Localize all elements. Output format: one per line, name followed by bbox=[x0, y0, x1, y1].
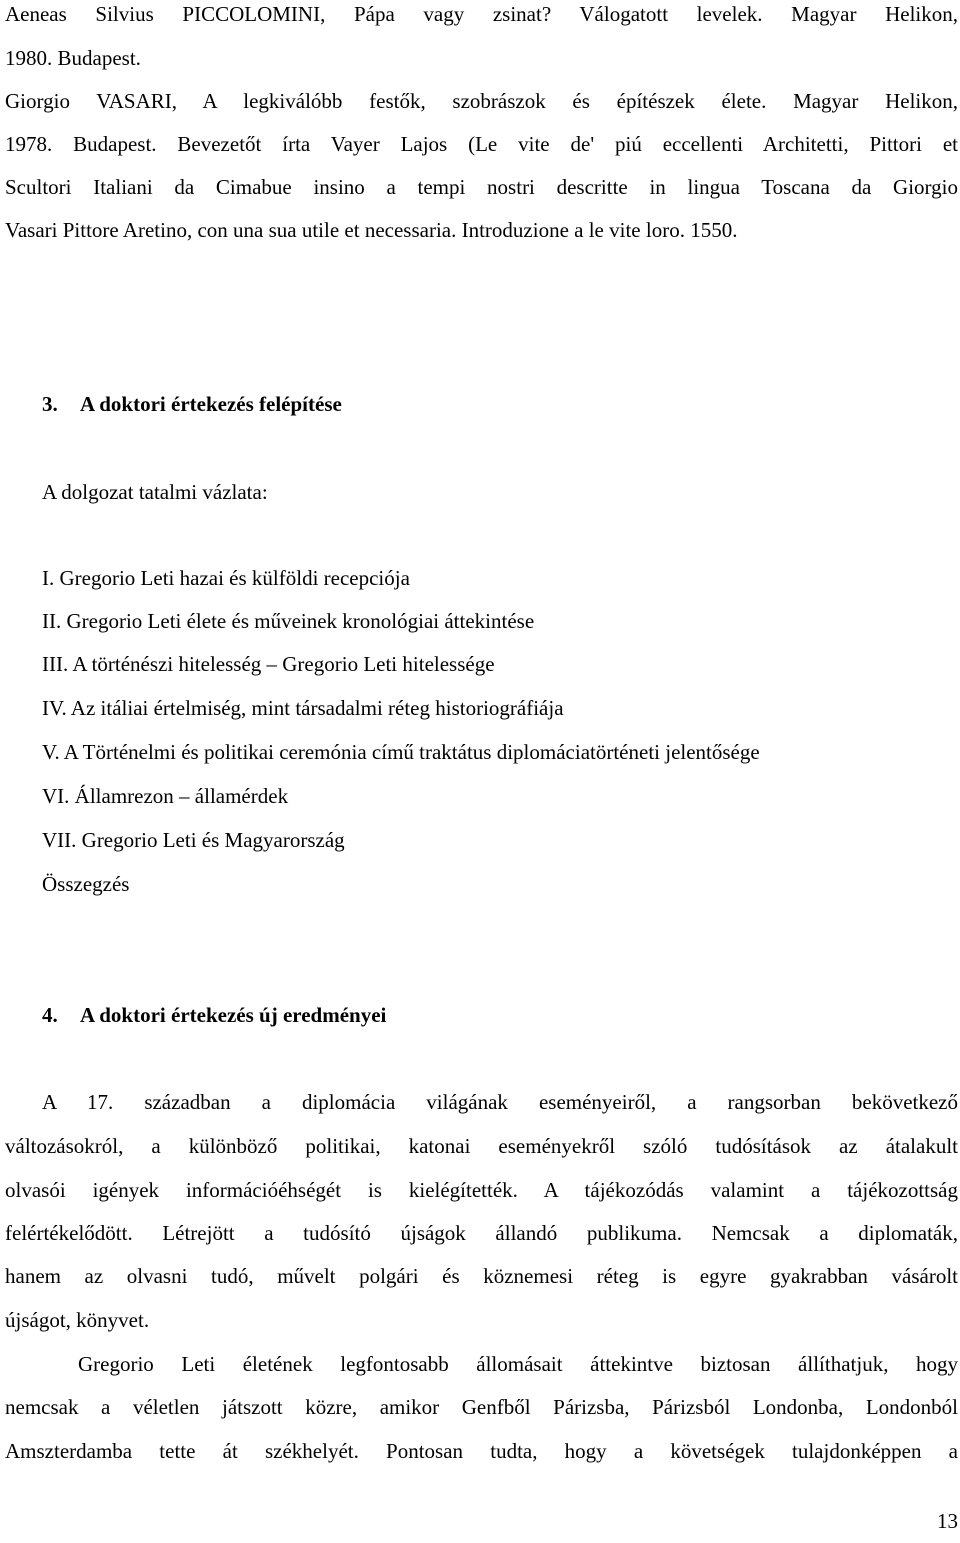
paragraph-line: újságot, könyvet. bbox=[5, 1308, 150, 1332]
outline-item: VII. Gregorio Leti és Magyarország bbox=[42, 828, 345, 852]
section-heading bbox=[42, 1003, 386, 1027]
paragraph-line: felértékelődött. Létrejött a tudósító újságok állandó publikuma. Nemcsak a diplomaták, bbox=[5, 1221, 958, 1245]
outline-item: Összegzés bbox=[42, 872, 130, 896]
bib-line: Aeneas Silvius PICCOLOMINI, Pápa vagy zsinat? Válogatott levelek. Magyar Helikon, bbox=[5, 2, 958, 26]
outline-intro: A dolgozat tatalmi vázlata: bbox=[42, 480, 268, 504]
paragraph-line: hanem az olvasni tudó, művelt polgári és köznemesi réteg is egyre gyakrabban vásárolt bbox=[5, 1264, 958, 1288]
outline-item: VI. Államrezon – államérdek bbox=[42, 784, 289, 808]
paragraph-line: Amszterdamba tette át székhelyét. Pontosan tudta, hogy a követségek tulajdonképpen a bbox=[5, 1439, 958, 1463]
section-title: A doktori értekezés új eredményei bbox=[80, 1003, 387, 1027]
outline-item: III. A történészi hitelesség – Gregorio Leti hitelessége bbox=[42, 652, 495, 676]
paragraph-line: változásokról, a különböző politikai, katonai eseményekről szóló tudósítások az átalakult bbox=[5, 1134, 958, 1158]
section-number: 3. bbox=[42, 392, 58, 416]
outline-item: I. Gregorio Leti hazai és külföldi recepciója bbox=[42, 566, 410, 590]
bib-line: 1978. Budapest. Bevezetőt írta Vayer Lajos (Le vite de' piú eccellenti Architetti, Pittori et bbox=[5, 132, 958, 156]
outline-item: IV. Az itáliai értelmiség, mint társadalmi réteg historiográfiája bbox=[42, 696, 564, 720]
paragraph-line: A 17. században a diplomácia világának eseményeiről, a rangsorban bekövetkező bbox=[42, 1090, 958, 1114]
bib-line: Vasari Pittore Aretino, con una sua utile et necessaria. Introduzione a le vite loro. 1550. bbox=[5, 218, 738, 242]
paragraph-line: Gregorio Leti életének legfontosabb állomásait áttekintve biztosan állíthatjuk, hogy bbox=[78, 1352, 958, 1376]
paragraph-line: olvasói igények információéhségét is kielégítették. A tájékozódás valamint a tájékozottság bbox=[5, 1178, 958, 1202]
section-heading bbox=[42, 392, 342, 416]
bib-line: 1980. Budapest. bbox=[5, 46, 141, 70]
outline-item: V. A Történelmi és politikai ceremónia című traktátus diplomáciatörténeti jelentősége bbox=[42, 740, 760, 764]
paragraph-line: nemcsak a véletlen játszott közre, amikor Genfből Párizsba, Párizsból Londonba, Londonból bbox=[5, 1395, 958, 1419]
section-title: A doktori értekezés felépítése bbox=[80, 392, 342, 416]
section-number: 4. bbox=[42, 1003, 58, 1027]
bib-line: Scultori Italiani da Cimabue insino a tempi nostri descritte in lingua Toscana da Giorgio bbox=[5, 175, 958, 199]
bib-line: Giorgio VASARI, A legkiválóbb festők, szobrászok és építészek élete. Magyar Helikon, bbox=[5, 89, 958, 113]
outline-item: II. Gregorio Leti élete és műveinek kronológiai áttekintése bbox=[42, 609, 535, 633]
page-number: 13 bbox=[937, 1509, 958, 1533]
